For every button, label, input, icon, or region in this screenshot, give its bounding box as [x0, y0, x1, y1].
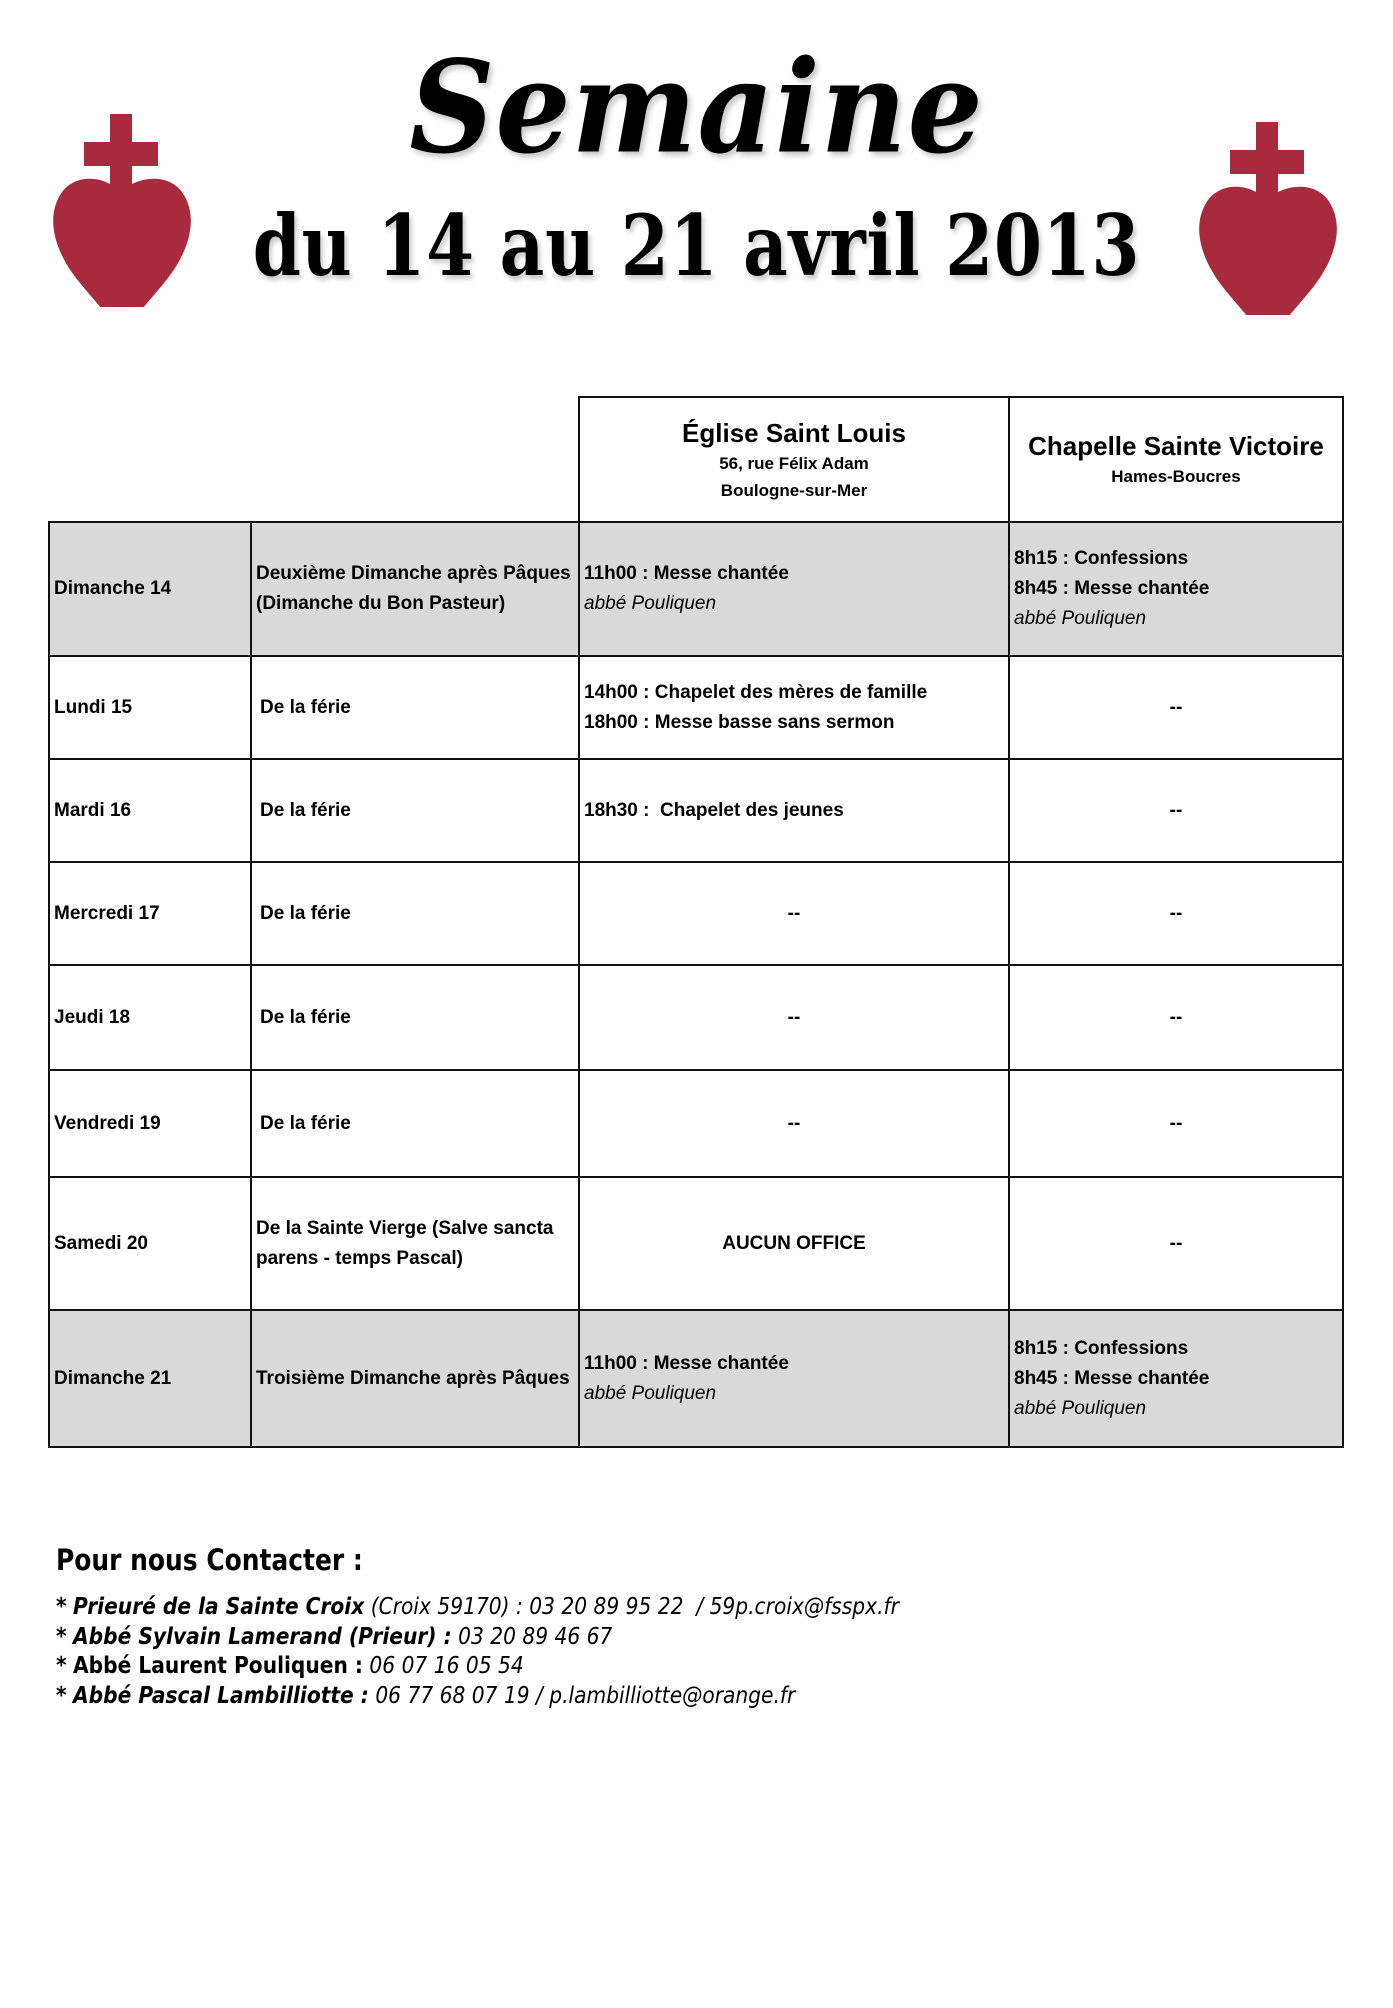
sainte-victoire-cell: -- — [1009, 1177, 1343, 1310]
feast-cell: De la férie — [251, 656, 579, 759]
day-cell: Dimanche 14 — [49, 522, 251, 656]
priest-name: abbé Pouliquen — [1014, 608, 1147, 629]
contact-entry-lamerand — [56, 1622, 899, 1652]
sainte-victoire-cell: -- — [1009, 862, 1343, 965]
weekly-schedule-table — [48, 396, 1344, 1448]
location-header-sainte-victoire — [1009, 397, 1343, 522]
location-city: Hames-Boucres — [1111, 467, 1241, 486]
contact-entry-pouliquen — [56, 1651, 899, 1681]
header-blank — [49, 397, 579, 522]
location-city: Boulogne-sur-Mer — [720, 480, 868, 500]
service-line: 18h30 : Chapelet des jeunes — [584, 799, 844, 821]
service-line: 8h15 : Confessions — [1014, 548, 1189, 569]
priest-name: abbé Pouliquen — [1014, 1397, 1147, 1419]
contact-detail: 06 77 68 07 19 / p.lambilliotte@orange.fr — [368, 1680, 796, 1709]
feast-cell: De la férie — [251, 1070, 579, 1177]
sainte-victoire-cell: -- — [1009, 656, 1343, 759]
service-line: 8h45 : Messe chantée — [1014, 1367, 1210, 1389]
sainte-victoire-cell — [1009, 522, 1343, 656]
saint-louis-cell — [579, 656, 1009, 759]
contact-section — [56, 1540, 899, 1710]
service-line: 8h45 : Messe chantée — [1014, 578, 1210, 599]
saint-louis-cell: -- — [579, 965, 1009, 1070]
saint-louis-cell: -- — [579, 1070, 1009, 1177]
sainte-victoire-cell — [1009, 1310, 1343, 1447]
feast-cell: De la férie — [251, 759, 579, 862]
service-line: 8h15 : Confessions — [1014, 1337, 1189, 1359]
saint-louis-cell: AUCUN OFFICE — [579, 1177, 1009, 1310]
priest-name: abbé Pouliquen — [584, 593, 717, 614]
day-cell: Vendredi 19 — [49, 1070, 251, 1177]
feast-cell: De la Sainte Vierge (Salve sancta parens - temps Pascal) — [251, 1177, 579, 1310]
table-row — [49, 1177, 1343, 1310]
table-row — [49, 759, 1343, 862]
page-title: Semaine — [409, 31, 984, 182]
day-cell: Dimanche 21 — [49, 1310, 251, 1447]
table-row — [49, 1070, 1343, 1177]
contact-detail: 03 20 89 46 67 — [451, 1621, 613, 1650]
sainte-victoire-cell: -- — [1009, 759, 1343, 862]
contact-heading: Pour nous Contacter : — [56, 1543, 363, 1577]
table-row — [49, 656, 1343, 759]
saint-louis-cell: -- — [579, 862, 1009, 965]
location-name: Chapelle Sainte Victoire — [1028, 431, 1324, 461]
saint-louis-cell — [579, 522, 1009, 656]
location-header-saint-louis — [579, 397, 1009, 522]
sainte-victoire-cell: -- — [1009, 965, 1343, 1070]
table-header-row — [49, 397, 1343, 522]
service-line: 11h00 : Messe chantée — [584, 563, 789, 584]
day-cell: Mercredi 17 — [49, 862, 251, 965]
bullet: * — [56, 1621, 67, 1650]
table-row — [49, 862, 1343, 965]
contact-name: Abbé Sylvain Lamerand (Prieur) : — [73, 1621, 452, 1650]
contact-entry-lambilliotte — [56, 1681, 899, 1711]
contact-detail: (Croix 59170) : 03 20 89 95 22 / 59p.croix@fsspx.fr — [364, 1592, 899, 1620]
bullet: * — [56, 1680, 67, 1709]
table-row — [49, 1310, 1343, 1447]
sainte-victoire-cell: -- — [1009, 1070, 1343, 1177]
day-cell: Jeudi 18 — [49, 965, 251, 1070]
bullet: * — [56, 1592, 67, 1620]
contact-name: Abbé Laurent Pouliquen : — [73, 1651, 364, 1679]
saint-louis-cell — [579, 1310, 1009, 1447]
service-line: 18h00 : Messe basse sans sermon — [584, 711, 895, 733]
feast-cell: Deuxième Dimanche après Pâques (Dimanche du Bon Pasteur) — [251, 522, 579, 656]
day-cell: Samedi 20 — [49, 1177, 251, 1310]
contact-entry-priory — [56, 1592, 899, 1622]
location-name: Église Saint Louis — [682, 417, 906, 448]
table-row — [49, 965, 1343, 1070]
feast-cell: Troisième Dimanche après Pâques — [251, 1310, 579, 1447]
contact-name: Abbé Pascal Lambilliotte : — [73, 1680, 369, 1709]
feast-cell: De la férie — [251, 862, 579, 965]
location-address: 56, rue Félix Adam — [719, 453, 869, 473]
contact-name: Prieuré de la Sainte Croix — [73, 1592, 365, 1620]
feast-cell: De la férie — [251, 965, 579, 1070]
contact-detail: 06 07 16 05 54 — [363, 1651, 524, 1679]
bullet: * — [56, 1651, 67, 1679]
service-line: 11h00 : Messe chantée — [584, 1352, 789, 1374]
saint-louis-cell — [579, 759, 1009, 862]
table-row — [49, 522, 1343, 656]
priest-name: abbé Pouliquen — [584, 1382, 717, 1404]
date-range-subtitle: du 14 au 21 avril 2013 — [252, 196, 1141, 295]
day-cell: Mardi 16 — [49, 759, 251, 862]
service-line: 14h00 : Chapelet des mères de famille — [584, 681, 928, 703]
day-cell: Lundi 15 — [49, 656, 251, 759]
